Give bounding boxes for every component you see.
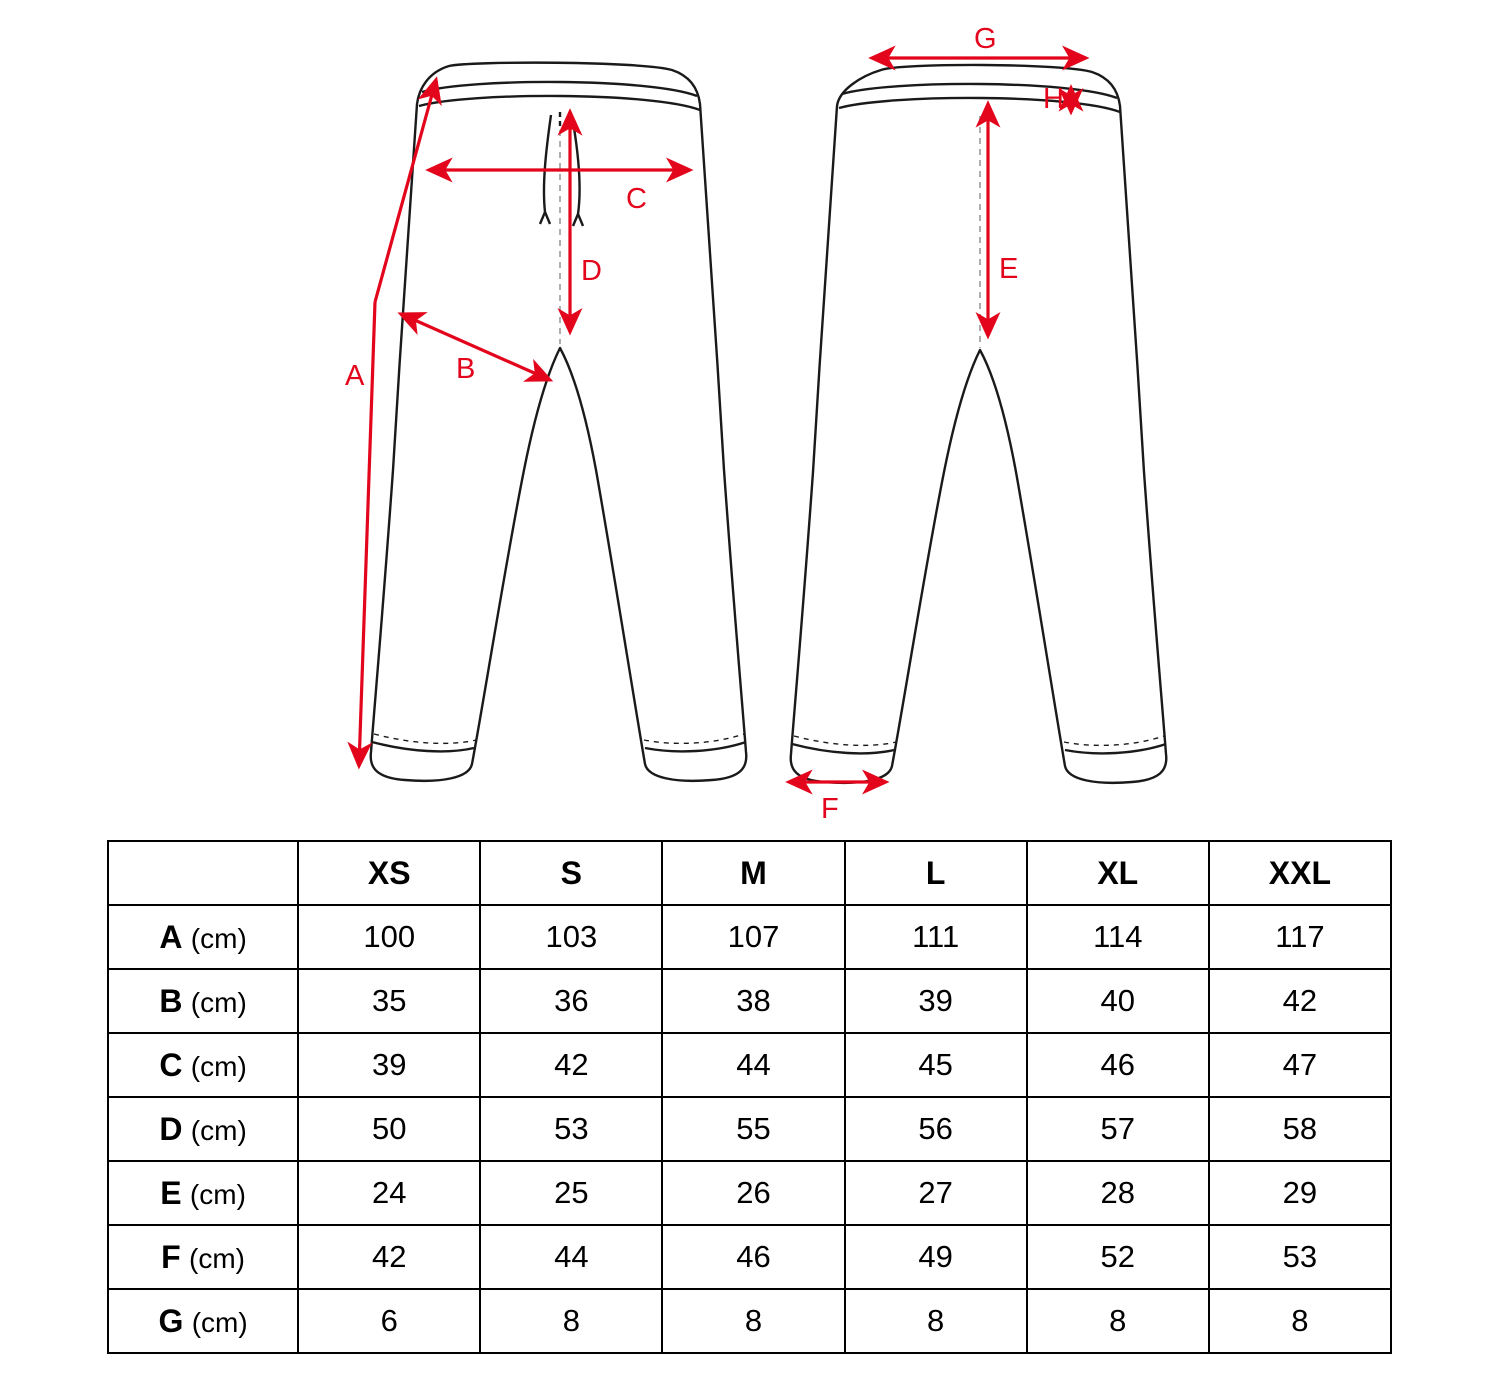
- cell-d-xs: 50: [298, 1097, 480, 1161]
- size-table-container: [107, 840, 1392, 1354]
- cell-c-l: 45: [845, 1033, 1027, 1097]
- column-header-xs: XS: [298, 841, 480, 905]
- column-header-xxl: XXL: [1209, 841, 1391, 905]
- label-b: B: [456, 353, 476, 385]
- cell-d-xl: 57: [1027, 1097, 1209, 1161]
- cell-b-xxl: 42: [1209, 969, 1391, 1033]
- column-header-l: L: [845, 841, 1027, 905]
- row-label-c: C (cm): [108, 1033, 298, 1097]
- cell-a-l: 111: [845, 905, 1027, 969]
- table-row: [108, 1225, 1391, 1289]
- cell-b-m: 38: [662, 969, 844, 1033]
- cell-c-xxl: 47: [1209, 1033, 1391, 1097]
- cell-g-s: 8: [480, 1289, 662, 1353]
- cell-b-xs: 35: [298, 969, 480, 1033]
- cell-b-s: 36: [480, 969, 662, 1033]
- back-measure-labels: [821, 23, 1064, 825]
- cell-a-s: 103: [480, 905, 662, 969]
- row-label-f: F (cm): [108, 1225, 298, 1289]
- cell-b-xl: 40: [1027, 969, 1209, 1033]
- label-a: A: [345, 360, 365, 392]
- column-header-xl: XL: [1027, 841, 1209, 905]
- cell-f-xs: 42: [298, 1225, 480, 1289]
- label-f: F: [821, 793, 839, 825]
- table-row: [108, 969, 1391, 1033]
- cell-d-xxl: 58: [1209, 1097, 1391, 1161]
- cell-a-xl: 114: [1027, 905, 1209, 969]
- cell-b-l: 39: [845, 969, 1027, 1033]
- cell-c-xl: 46: [1027, 1033, 1209, 1097]
- table-row: [108, 1097, 1391, 1161]
- pants-back-view: [791, 65, 1167, 783]
- cell-c-xs: 39: [298, 1033, 480, 1097]
- cell-e-l: 27: [845, 1161, 1027, 1225]
- cell-c-s: 42: [480, 1033, 662, 1097]
- cell-e-xs: 24: [298, 1161, 480, 1225]
- cell-f-s: 44: [480, 1225, 662, 1289]
- cell-g-xl: 8: [1027, 1289, 1209, 1353]
- table-row: [108, 1033, 1391, 1097]
- label-e: E: [999, 253, 1019, 285]
- table-row: [108, 1161, 1391, 1225]
- cell-d-l: 56: [845, 1097, 1027, 1161]
- cell-a-m: 107: [662, 905, 844, 969]
- cell-g-m: 8: [662, 1289, 844, 1353]
- label-c: C: [626, 183, 647, 215]
- cell-a-xxl: 117: [1209, 905, 1391, 969]
- cell-f-l: 49: [845, 1225, 1027, 1289]
- cell-d-s: 53: [480, 1097, 662, 1161]
- cell-e-xl: 28: [1027, 1161, 1209, 1225]
- row-label-d: D (cm): [108, 1097, 298, 1161]
- label-d: D: [581, 255, 602, 287]
- table-header-row: [108, 841, 1391, 905]
- label-h: H: [1043, 83, 1064, 115]
- cell-a-xs: 100: [298, 905, 480, 969]
- cell-c-m: 44: [662, 1033, 844, 1097]
- cell-d-m: 55: [662, 1097, 844, 1161]
- cell-g-l: 8: [845, 1289, 1027, 1353]
- table-row: [108, 1289, 1391, 1353]
- cell-g-xxl: 8: [1209, 1289, 1391, 1353]
- row-label-b: B (cm): [108, 969, 298, 1033]
- size-chart-table: [107, 840, 1392, 1354]
- cell-e-s: 25: [480, 1161, 662, 1225]
- row-label-g: G (cm): [108, 1289, 298, 1353]
- cell-f-xl: 52: [1027, 1225, 1209, 1289]
- table-row: [108, 905, 1391, 969]
- column-header-m: M: [662, 841, 844, 905]
- column-header-s: S: [480, 841, 662, 905]
- cell-f-xxl: 53: [1209, 1225, 1391, 1289]
- front-measure-labels: [345, 183, 647, 392]
- row-label-a: A (cm): [108, 905, 298, 969]
- cell-f-m: 46: [662, 1225, 844, 1289]
- label-g: G: [974, 23, 997, 55]
- cell-e-m: 26: [662, 1161, 844, 1225]
- table-corner-cell: [108, 841, 298, 905]
- cell-g-xs: 6: [298, 1289, 480, 1353]
- row-label-e: E (cm): [108, 1161, 298, 1225]
- cell-e-xxl: 29: [1209, 1161, 1391, 1225]
